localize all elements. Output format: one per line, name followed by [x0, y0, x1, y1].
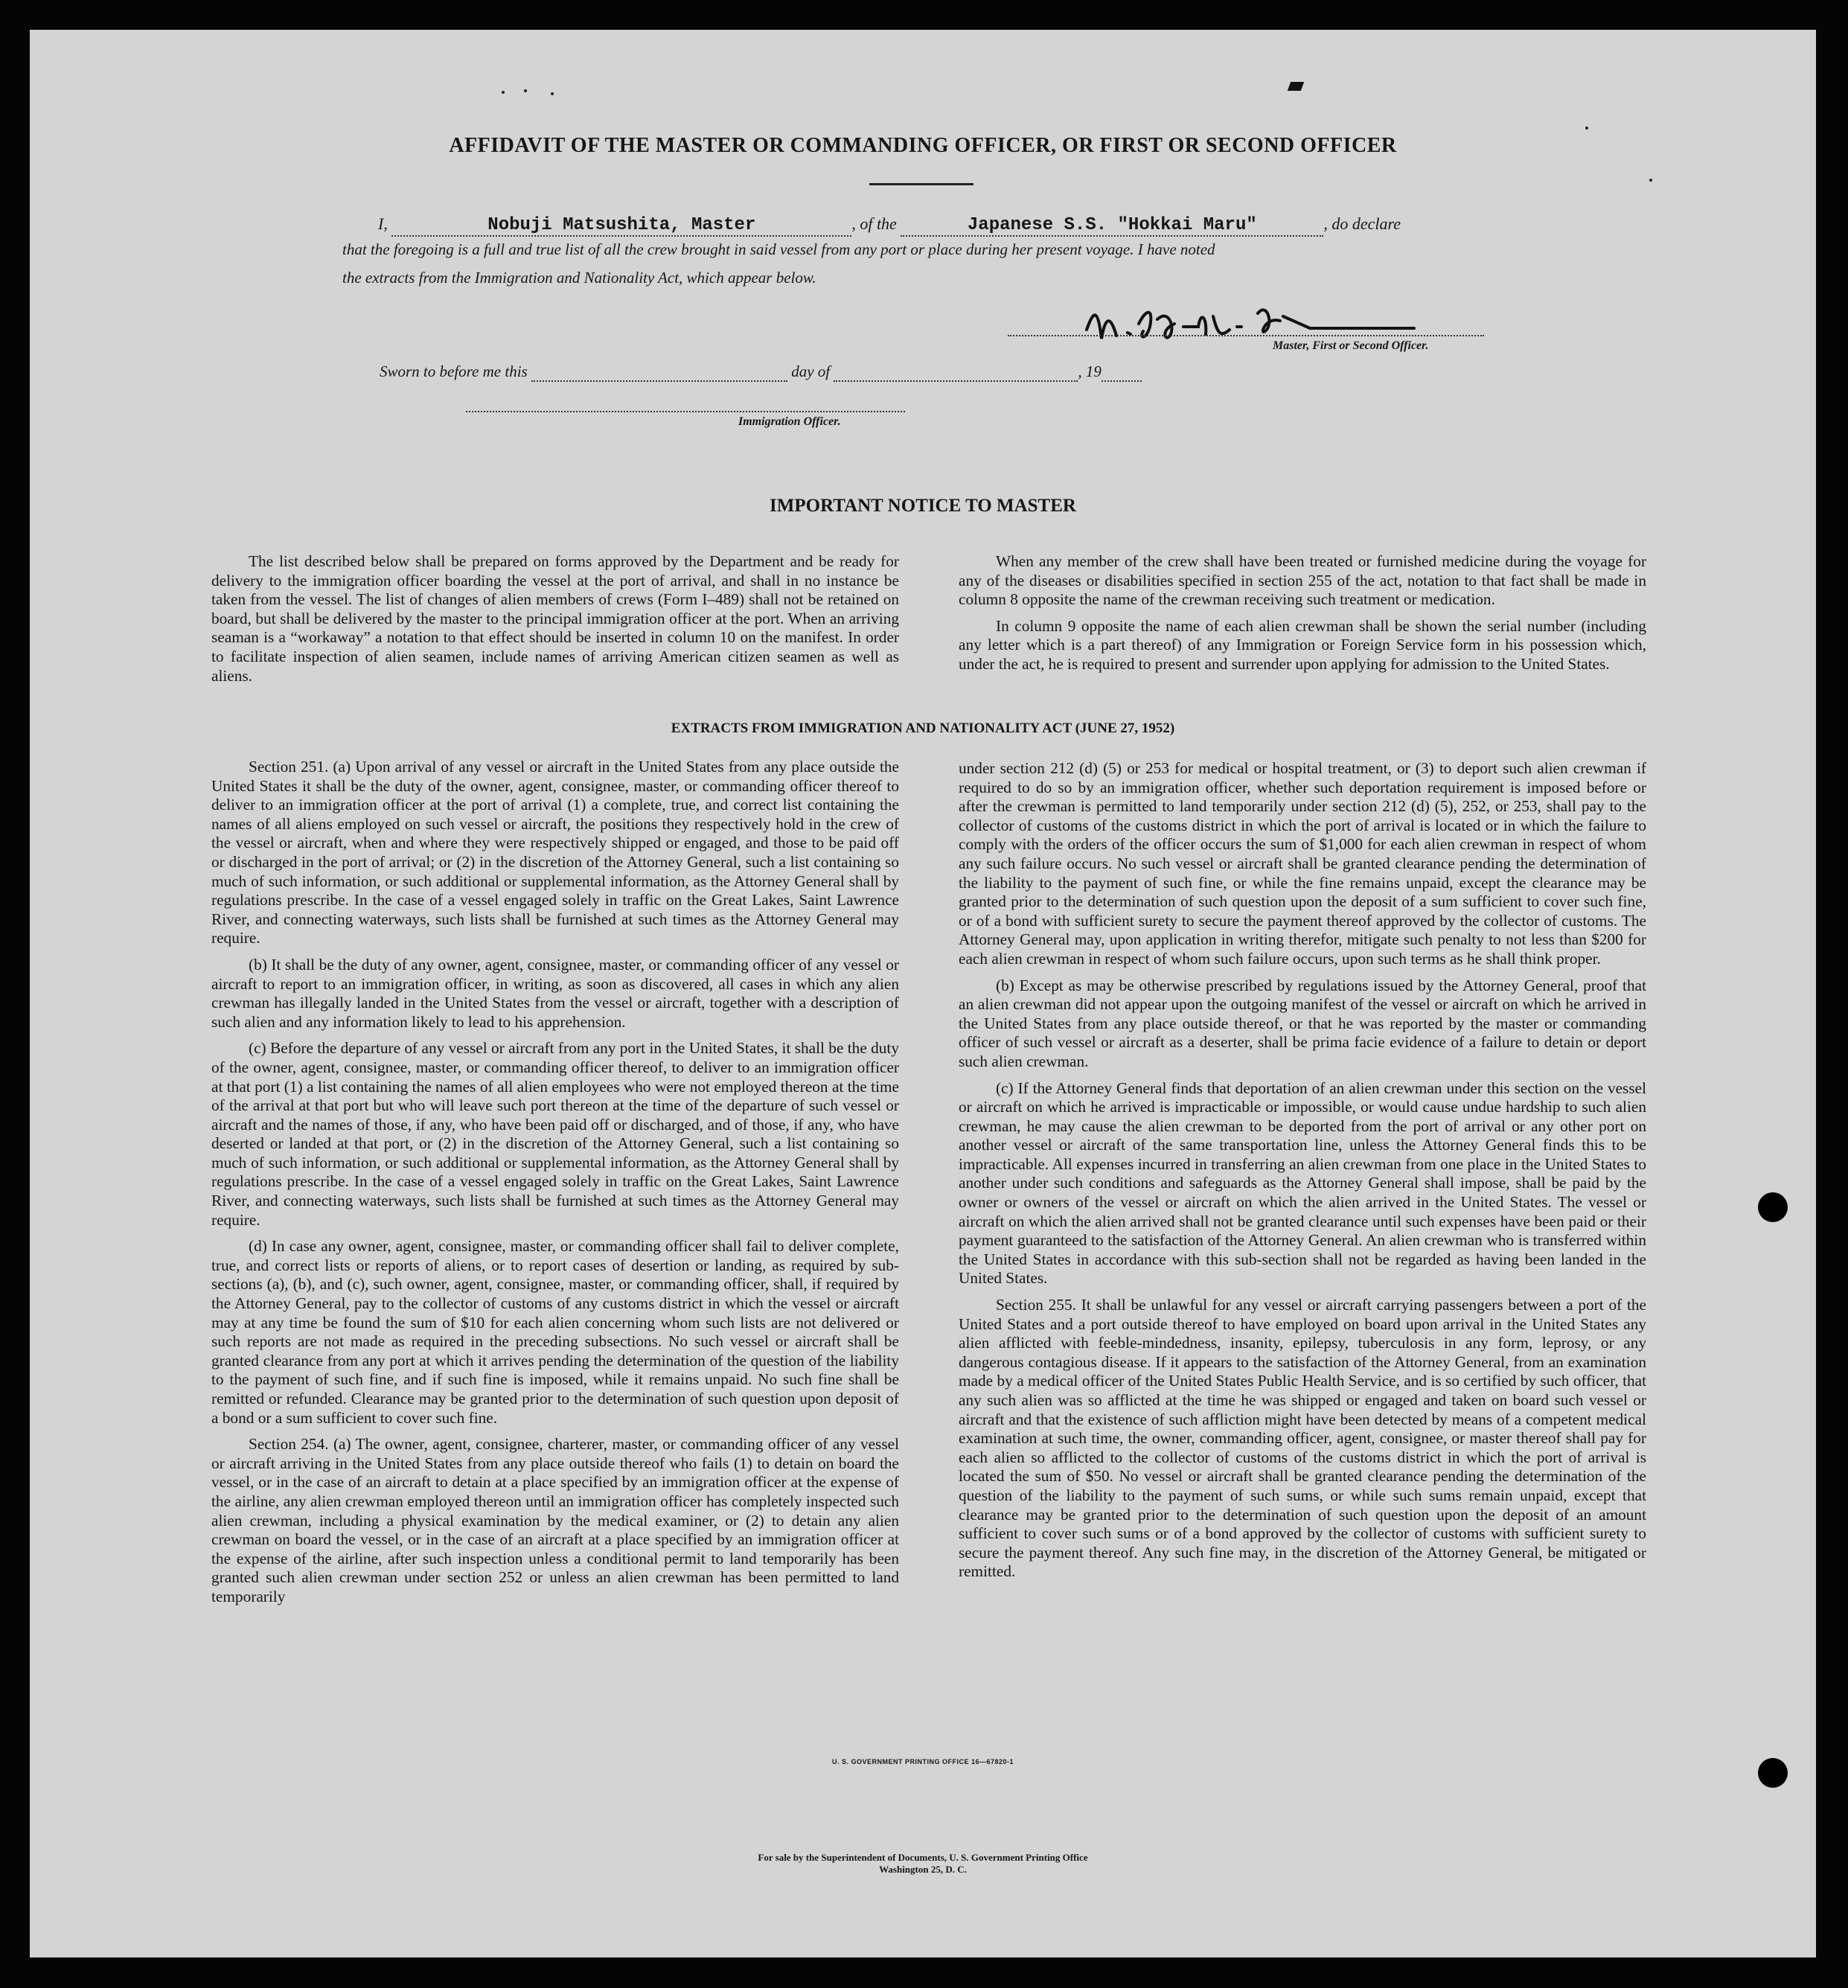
year-label: , 19 — [1078, 362, 1102, 380]
signature-label: Master, First or Second Officer. — [1273, 339, 1429, 352]
section-254c: (c) If the Attorney General finds that deportation of an alien crewman under this section on the vessel or aircraft on which he arrived is impracticable or impossible, or would cause undue hardship to such alien crewman, he may cause the alien crewman to be deported from the port of arrival or any other port on another vessel or aircraft of the same transportation line, unless the Attorney General finds this to be impracticable. All expenses incurred in transferring an alien crewman from one place in the United States to another under such conditions and safeguards as the Attorney General shall impose, shall be paid by the owner or owners of the vessel or aircraft on which the alien arrived in the United States. The vessel or aircraft on which the alien arrived shall not be granted clearance until such expenses have been paid or their payment guaranteed to the satisfaction of the Attorney General. An alien crewman who is transferred within the United States in accordance with this sub-section shall not be regarded as having been landed in the United States. — [959, 1078, 1646, 1288]
officer-signature-line — [466, 411, 905, 412]
section-255: Section 255. It shall be unlawful for any vessel or aircraft carrying passengers between a port of the United States and a port outside thereof to have employed on board upon arrival in the United States any alien afflicted with feeble-mindedness, insanity, epilepsy, tuberculosis in any form, leprosy, or any dangerous contagious disease. If it appears to the satisfaction of the Attorney General, from an examination made by a medical officer of the United States Public Health Service, and is so certified by such officer, that any such alien was so afflicted at the time he was shipped or engaged and taken on board such vessel or aircraft and that the existence of such affliction might have been detected by means of a competent medical examination at such time, the owner, commanding officer, agent, consignee, or master thereof shall pay for each alien so afflicted to the collector of customs of the customs district in which the port of arrival is located the sum of $50. No vessel or aircraft shall be granted clearance pending the determination of the question of the liability to the payment of such sums, or while such sums remain unpaid, except that clearance may be granted prior to the determination of such question upon the deposit of an amount sufficient to cover such sums or of a bond approved by the collector of customs with sufficient surety to secure the payment thereof. Any such fine may, in the discretion of the Attorney General, be mitigated or remitted. — [959, 1296, 1646, 1581]
of-the-label: , of the — [851, 214, 897, 233]
punch-hole — [1758, 1192, 1788, 1222]
gpo-imprint: U. S. GOVERNMENT PRINTING OFFICE 16—67820-1 — [831, 1758, 1014, 1765]
section-251b: (b) It shall be the duty of any owner, agent, consignee, master, or commanding officer of any vessel or aircraft to report to an immigration officer, in writing, as soon as discovered, all cases in which any alien crewman has illegally landed in the United States from the vessel or aircraft, together with a description of such alien and any information likely to lead to his apprehension. — [211, 955, 899, 1031]
section-254a: Section 254. (a) The owner, agent, consignee, charterer, master, or commanding officer of any vessel or aircraft arriving in the United States from any place outside thereof who fails (1) to detain on board the vessel, or in the case of an aircraft to detain at a place specified by an immigration officer at the expense of the airline, any alien crewman employed thereon until an immigration officer has completely inspected such alien crewman, including a physical examination by the medical examiner, or (2) to detain any alien crewman on board the vessel, or in the case of an aircraft at a place specified by an immigration officer at the expense of the airline, after such inspection unless a conditional permit to land temporarily has been granted such alien crewman under section 252 or unless an alien crewman has been permitted to land temporarily — [211, 1435, 899, 1605]
declare-label: , do declare — [1323, 214, 1401, 233]
signature-line — [1008, 335, 1484, 336]
sworn-line — [380, 357, 1142, 386]
scan-speck — [1649, 179, 1652, 182]
extracts-heading: EXTRACTS FROM IMMIGRATION AND NATIONALITY ACT (JUNE 27, 1952) — [671, 720, 1175, 736]
vessel-field[interactable]: Japanese S.S. "Hokkai Maru" — [901, 215, 1323, 237]
officer-label: Immigration Officer. — [738, 415, 841, 428]
scan-mark — [1288, 82, 1304, 91]
affidavit-title: AFFIDAVIT OF THE MASTER OR COMMANDING OFFICER, OR FIRST OR SECOND OFFICER — [449, 134, 1397, 157]
punch-hole — [1758, 1758, 1788, 1788]
footer — [30, 1852, 1816, 1876]
section-254b: (b) Except as may be otherwise prescribed by regulations issued by the Attorney General, proof that an alien crewman did not appear upon the outgoing manifest of the vessel or aircraft on which he arrived in the United States from any place outside thereof, or that he was reported by the master or commanding officer of such vessel or aircraft as a deserter, shall be prima facie evidence of a failure to detain or deport such alien crewman. — [959, 976, 1646, 1070]
notice-heading: IMPORTANT NOTICE TO MASTER — [770, 496, 1076, 516]
affidavit-line-3: the extracts from the Immigration and Nationality Act, which appear below. — [342, 269, 816, 287]
notice-right-column — [959, 552, 1646, 674]
sworn-year-field[interactable] — [1102, 364, 1142, 382]
extracts-right-column — [959, 759, 1646, 1582]
form-page — [30, 30, 1816, 1957]
notice-right-paragraph-1: When any member of the crew shall have been treated or furnished medicine during the voyage for any of the diseases or disabilities specified in section 255 of the act, notation to that fact shall be made in column 8 opposite the name of the crewman receiving such treatment or medication. — [959, 552, 1646, 609]
scan-speck — [1585, 127, 1588, 130]
i-label: I, — [378, 214, 388, 233]
sworn-day-field[interactable] — [531, 364, 787, 382]
sworn-label: Sworn to before me this — [380, 362, 528, 380]
notice-left-paragraph: The list described below shall be prepared on forms approved by the Department and be ready for delivery to the immigration officer boarding the vessel at the port of arrival, and shall in no instance be taken from the vessel. The list of changes of alien members of crews (Form I–489) shall not be retained on board, but shall be delivered by the master to the principal immigration officer at the port. When an arriving seaman is a “workaway” a notation to that effect should be inserted in column 10 on the manifest. In order to facilitate inspection of alien seamen, include names of arriving American citizen seamen as well as aliens. — [211, 552, 899, 685]
day-of-label: day of — [791, 362, 831, 380]
footer-line-1: For sale by the Superintendent of Documents, U. S. Government Printing Office — [758, 1852, 1088, 1863]
notice-left-column — [211, 552, 899, 685]
section-251a: Section 251. (a) Upon arrival of any vessel or aircraft in the United States from any place outside the United States it shall be the duty of the owner, agent, consignee, master, or commanding officer thereof to deliver to an immigration officer at the port of arrival (1) a complete, true, and correct list containing the names of all aliens employed on such vessel or aircraft, the positions they respectively hold in the crew of the vessel or aircraft, when and where they were respectively shipped or engaged, and those to be paid off or discharged in the port of arrival; or (2) in the discretion of the Attorney General, such a list containing so much of such information, or such additional or supplemental information, as the Attorney General shall by regulations prescribe. In the case of a vessel engaged solely in traffic on the Great Lakes, Saint Lawrence River, and connecting waterways, such lists shall be furnished at such times as the Attorney General may require. — [211, 758, 899, 947]
scan-speck — [502, 91, 505, 94]
footer-line-2: Washington 25, D. C. — [879, 1864, 967, 1875]
affidavit-line-1 — [378, 214, 1401, 237]
master-name-field[interactable]: Nobuji Matsushita, Master — [391, 215, 851, 237]
scan-speck — [551, 92, 554, 95]
section-251d: (d) In case any owner, agent, consignee, master, or commanding officer shall fail to deliver complete, true, and correct lists or reports of aliens, or to report cases of desertion or landing, as required by sub-sections (a), (b), and (c), such owner, agent, consignee, master, or commanding officer, shall, if required by the Attorney General, pay to the collector of customs of any customs district in which the vessel or aircraft may at any time be found the sum of $10 for each alien concerning whom such lists are not delivered or such reports are not made as required in the preceding subsections. No such vessel or aircraft shall be granted clearance from any port at which it arrives pending the determination of the question of the liability to the payment of such fine, and if such fine is imposed, while it remains unpaid. No such fine shall be remitted or refunded. Clearance may be granted prior to the determination of such question upon deposit of a bond or a sum sufficient to cover such fine. — [211, 1237, 899, 1427]
notice-right-paragraph-2: In column 9 opposite the name of each alien crewman shall be shown the serial number (including any letter which is a part thereof) of any Immigration or Foreign Service form in his possession which, under the act, he is required to present and surrender upon applying for admission to the United States. — [959, 616, 1646, 673]
title-rule — [869, 183, 973, 185]
sworn-month-field[interactable] — [834, 364, 1078, 382]
extracts-left-column — [211, 758, 899, 1607]
section-254a-continued: under section 212 (d) (5) or 253 for medical or hospital treatment, or (3) to deport such alien crewman if required to do so by an immigration officer, whether such deportation requirement is imposed before or after the crewman is permitted to land temporarily under section 212 (d) (5), 252, or 253, shall pay to the collector of customs of the customs district in which the port of arrival is located or in which the failure to comply with the orders of the officer occurs the sum of $1,000 for each alien crewman in respect of whom any such failure occurs. No such vessel or aircraft shall be granted clearance pending the determination of the liability to the payment of such fine, or while the fine remains unpaid, except the clearance may be granted prior to the determination of such question upon the deposit of a sum sufficient to cover such fine, or of a bond with sufficient surety to secure the payment thereof approved by the collector of customs. The Attorney General may, upon application in writing therefor, mitigate such penalty to not less than $200 for each alien crewman in respect of whom such failure occurs, upon such terms as he shall think proper. — [959, 759, 1646, 968]
affidavit-line-2: that the foregoing is a full and true list of all the crew brought in said vessel from any port or place during her present voyage. I have noted — [342, 240, 1215, 258]
section-251c: (c) Before the departure of any vessel or aircraft from any port in the United States, it shall be the duty of the owner, agent, consignee, master, or commanding officer thereof, to deliver to an immigration officer at that port (1) a list containing the names of all alien employees who were not employed thereon at the time of the arrival at that port but who will leave such port thereon at the time of the departure of such vessel or aircraft and the names of those, if any, who have been paid off or discharged, and of those, if any, who have deserted or landed at that port, or (2) in the discretion of the Attorney General, such a list containing so much of such information, or such additional or supplemental information, as the Attorney General shall by regulations prescribe. In the case of a vessel engaged solely in traffic on the Great Lakes, Saint Lawrence River, and connecting waterways, such lists shall be furnished at such times as the Attorney General may require. — [211, 1039, 899, 1229]
scan-speck — [524, 89, 527, 92]
